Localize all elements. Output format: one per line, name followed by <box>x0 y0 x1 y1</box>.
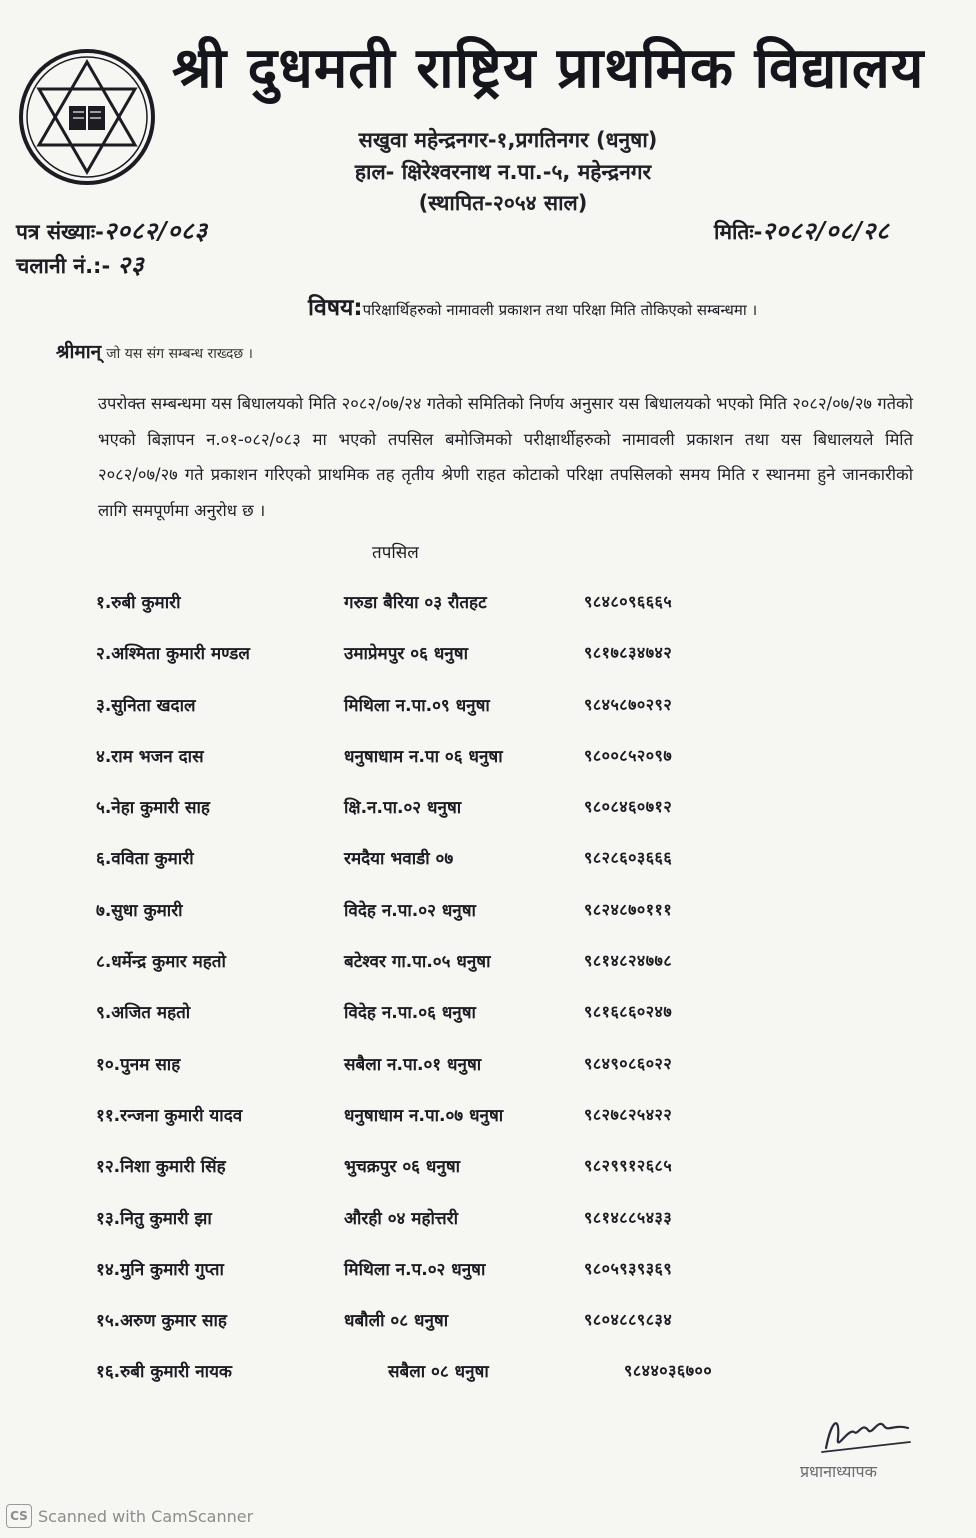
candidate-name: १३.नितु कुमारी झा <box>96 1208 212 1229</box>
candidate-phone: ९८०८४६०७१२ <box>584 797 673 817</box>
candidate-phone: ९८००८५२०९७ <box>584 745 673 765</box>
candidate-address: सबैला न.पा.०१ धनुषा <box>344 1054 482 1075</box>
camscanner-icon: CS <box>6 1504 32 1528</box>
address-line-1: सखुवा महेन्द्रनगर-१,प्रगतिनगर (धनुषा) <box>358 128 658 152</box>
candidate-phone: ९८०५९३९३६९ <box>584 1258 673 1278</box>
candidate-address: धबौली ०८ धनुषा <box>344 1311 449 1332</box>
candidate-name: १४.मुनि कुमारी गुप्ता <box>96 1259 224 1280</box>
candidate-name: १६.रुबी कुमारी नायक <box>96 1362 232 1383</box>
candidate-address: धनुषाधाम न.पा.०७ धनुषा <box>344 1105 504 1126</box>
candidate-phone: ९८२७८२५४२२ <box>584 1104 673 1124</box>
candidate-row <box>0 590 976 641</box>
candidate-name: ९.अजित महतो <box>96 1003 191 1024</box>
candidate-phone: ९८४९०८६०२२ <box>584 1053 673 1073</box>
chalani-label: चलानी नं.:- <box>16 254 111 278</box>
candidate-name: ८.धर्मेन्द्र कुमार महतो <box>96 952 226 973</box>
candidate-row <box>0 693 976 744</box>
candidate-row <box>0 949 976 1000</box>
candidate-row <box>0 1257 976 1308</box>
candidate-address: गरुडा बैरिया ०३ रौतहट <box>344 593 487 613</box>
candidate-address: रमदैया भवाडी ०७ <box>344 849 454 870</box>
date-value: २०८२/०८/२८ <box>762 216 890 245</box>
candidate-address: मिथिला न.पा.०९ धनुषा <box>344 695 490 716</box>
subject-line <box>308 290 757 322</box>
candidate-row <box>0 641 976 692</box>
candidate-row <box>0 846 976 897</box>
candidate-phone: ९८४८०९६६६५ <box>584 592 673 611</box>
candidate-name: १.रुबी कुमारी <box>96 593 181 613</box>
subject-label: विषय: <box>308 295 363 321</box>
candidate-name: ११.रन्जना कुमारी यादव <box>96 1105 243 1126</box>
candidate-address: क्षि.न.पा.०२ धनुषा <box>344 798 462 819</box>
school-name: श्री दुधमती राष्ट्रिय प्राथमिक विद्यालय <box>172 36 925 101</box>
scanner-text: Scanned with CamScanner <box>38 1506 254 1526</box>
candidate-phone: ९८४५८७०२९२ <box>584 694 673 714</box>
signature-title: प्रधानाध्यापक <box>800 1462 877 1481</box>
candidate-name: ४.राम भजन दास <box>96 746 204 767</box>
letter-date <box>714 214 890 249</box>
established-year: (स्थापित-२०५४ साल) <box>418 191 588 215</box>
patra-label: पत्र संख्याः- <box>16 220 104 244</box>
candidate-row <box>0 1206 976 1257</box>
candidate-name: १२.निशा कुमारी सिंह <box>96 1157 226 1178</box>
patra-value: २०८२/०८३ <box>103 216 209 245</box>
candidate-address: सबैला ०८ धनुषा <box>388 1362 489 1383</box>
candidate-name: ५.नेहा कुमारी साह <box>96 798 210 819</box>
salutation <box>56 338 253 364</box>
candidate-address: विदेह न.पा.०२ धनुषा <box>344 900 476 921</box>
candidate-name: १५.अरुण कुमार साह <box>96 1311 227 1332</box>
candidate-phone: ९८१६८६०२४७ <box>584 1002 673 1022</box>
candidate-row <box>0 1052 976 1103</box>
candidate-phone: ९८१४८२४७७८ <box>584 951 673 971</box>
candidate-row <box>0 1103 976 1154</box>
candidate-phone: ९८२९९१२६८५ <box>584 1156 673 1176</box>
candidate-address: औरही ०४ महोत्तरी <box>344 1208 458 1229</box>
signature-mark <box>818 1408 918 1464</box>
address-line-2: हाल- क्षिरेश्वरनाथ न.पा.-५, महेन्द्रनगर <box>354 160 652 184</box>
patra-sankhya <box>16 214 208 248</box>
candidate-name: ६.वविता कुमारी <box>96 849 194 870</box>
candidate-name: ७.सुधा कुमारी <box>96 900 183 921</box>
candidate-address: बटेश्वर गा.पा.०५ धनुषा <box>344 952 491 973</box>
candidate-address: भुचक्रपुर ०६ धनुषा <box>344 1157 461 1178</box>
candidate-row <box>0 1154 976 1205</box>
candidate-list <box>0 590 976 1411</box>
candidate-phone: ९८४४०३६७०० <box>624 1361 713 1381</box>
candidate-name: १०.पुनम साह <box>96 1054 181 1075</box>
list-title: तपसिल <box>372 543 419 563</box>
subject-text: परिक्षार्थिहरुको नामावली प्रकाशन तथा परिक्षा मिति तोकिएको सम्बन्धमा । <box>362 301 758 319</box>
scanner-watermark <box>6 1504 253 1528</box>
chalani-value: २३ <box>117 250 145 279</box>
candidate-name: ३.सुनिता खदाल <box>96 695 196 716</box>
candidate-row <box>0 795 976 846</box>
letter-body: उपरोक्त सम्बन्धमा यस बिधालयको मिति २०८२/०७/२४ गतेको समितिको निर्णय अनुसार यस बिधालयको भएको मिति २०८२/०७/२७ गतेको भएको बिज्ञापन न.०१-०८२/०८३ मा भएको तपसिल बमोजिमको परीक्षार्थीहरुको नामावली प्रकाशन तथा यस बिधालयले मिति २०८२/०७/२७ गते प्रकाशन गरिएको प्राथमिक तह तृतीय श्रेणी राहत कोटाको परिक्षा तपसिलको समय मिति र स्थानमा हुने जानकारीको लागि समपूर्णमा अनुरोध छ । <box>98 394 913 520</box>
chalani-number <box>16 248 208 282</box>
candidate-phone: ९८२४८७०१११ <box>584 899 673 919</box>
candidate-phone: ९८२८६०३६६६ <box>584 848 673 868</box>
candidate-row <box>0 1000 976 1051</box>
candidate-row <box>0 744 976 795</box>
date-label: मितिः- <box>714 220 763 244</box>
candidate-address: विदेह न.पा.०६ धनुषा <box>344 1003 476 1024</box>
candidate-name: २.अश्मिता कुमारी मण्डल <box>96 644 250 665</box>
candidate-phone: ९८०४८८९८३४ <box>584 1310 673 1330</box>
reference-numbers <box>16 214 208 282</box>
salutation-text: जो यस संग सम्बन्ध राख्दछ । <box>106 346 253 362</box>
candidate-address: मिथिला न.प.०२ धनुषा <box>344 1259 486 1280</box>
candidate-phone: ९८१७८३४७४२ <box>584 643 673 663</box>
candidate-row <box>0 898 976 949</box>
candidate-row <box>0 1359 976 1410</box>
candidate-address: धनुषाधाम न.पा ०६ धनुषा <box>344 746 503 767</box>
salutation-label: श्रीमान् <box>56 341 102 363</box>
candidate-row <box>0 1308 976 1359</box>
candidate-phone: ९८१४८८५४३३ <box>584 1207 673 1227</box>
candidate-address: उमाप्रेमपुर ०६ धनुषा <box>344 644 468 665</box>
